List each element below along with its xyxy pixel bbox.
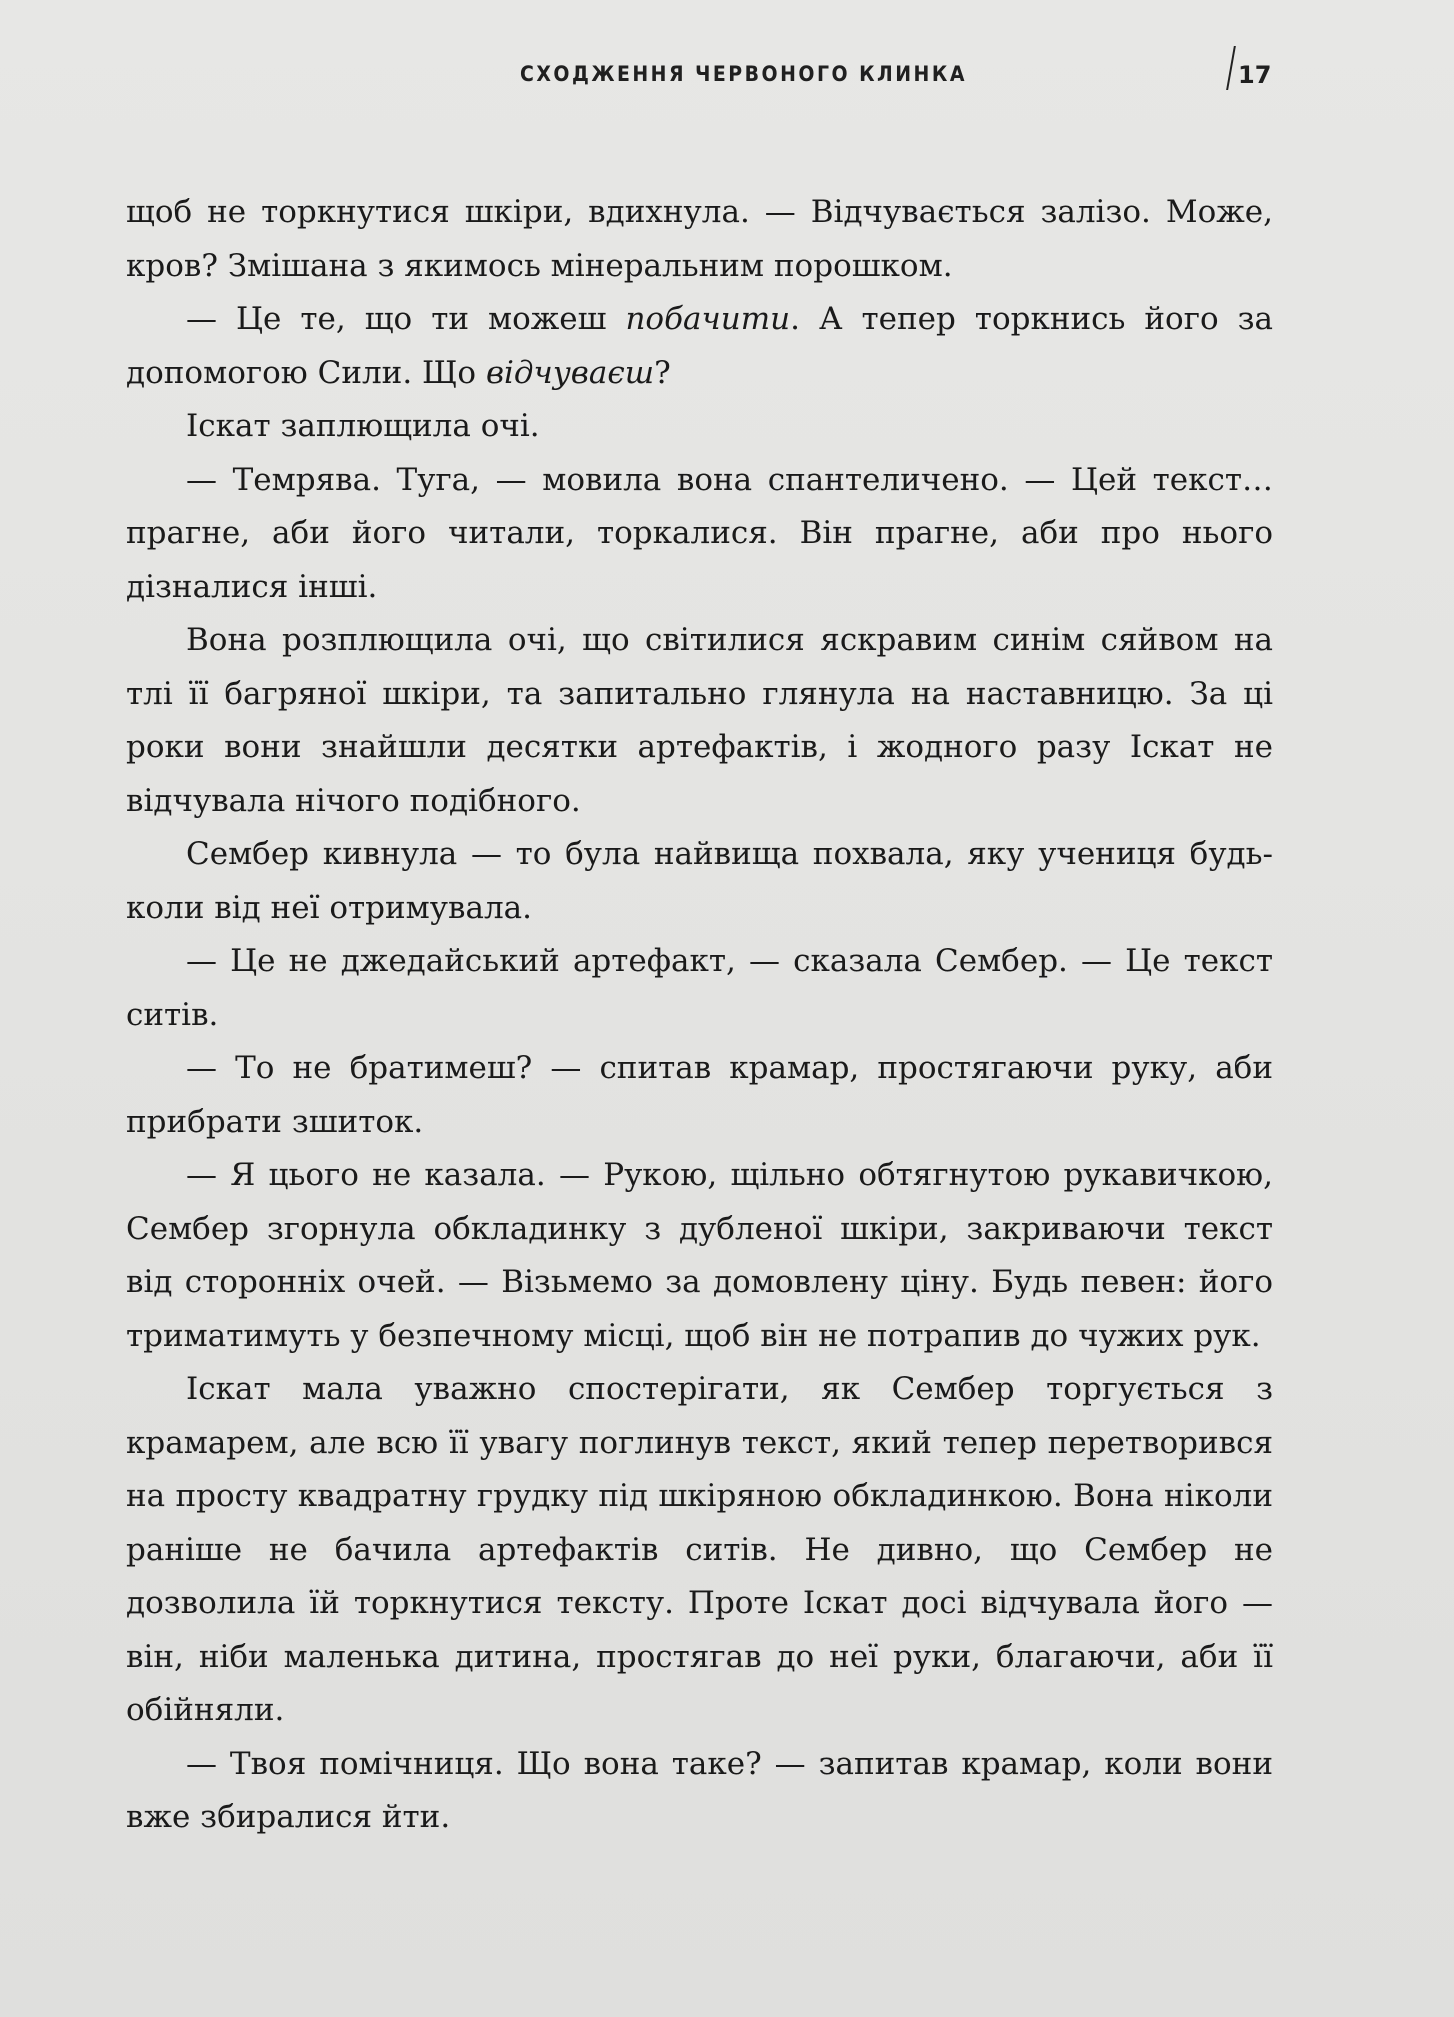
paragraph: — Твоя помічниця. Що вона таке? — запитав крамар, коли вони вже збиралися йти.	[126, 1745, 1273, 1835]
paragraph: — Це те, що ти можеш побачити. А тепер торкнись його за допомогою Сили. Що відчуваєш?	[126, 301, 1273, 391]
paragraph: — Темрява. Туга, — мовила вона спантеличено. — Цей текст… прагне, аби його читали, торкалися. Він прагне, аби про нього дізналися інші.	[126, 461, 1273, 605]
page-number-block	[1230, 46, 1271, 90]
paragraph: Іскат заплющила очі.	[186, 408, 540, 444]
body-text	[126, 186, 1273, 1845]
paragraph: Сембер кивнула — то була найвища похвала, яку учениця будь-коли від неї отримувала.	[126, 836, 1273, 926]
running-title: СХОДЖЕННЯ ЧЕРВОНОГО КЛИНКА	[520, 62, 967, 86]
folio-slash-icon	[1226, 46, 1236, 90]
paragraph: Іскат мала уважно спостерігати, як Сембер торгується з крамарем, але всю її увагу поглинув текст, який тепер перетворився на просту квадратну грудку під шкіряною обкладинкою. Вона ніколи раніше не бачила артефактів ситів. Не дивно, що Сембер не дозволила їй торкнутися тексту. Проте Іскат досі відчувала його — він, ніби маленька дитина, простягав до неї руки, благаючи, аби її обійняли.	[126, 1371, 1273, 1728]
paragraph: щоб не торкнутися шкіри, вдихнула. — Відчувається залізо. Може, кров? Змішана з якимось мінеральним порошком.	[126, 194, 1273, 284]
page-number: 17	[1238, 61, 1272, 89]
paragraph: Вона розплющила очі, що світилися яскравим синім сяйвом на тлі її багряної шкіри, та запитально глянула на наставницю. За ці роки вони знайшли десятки артефактів, і жодного разу Іскат не відчувала нічого подібного.	[126, 622, 1273, 819]
paragraph: — Це не джедайський артефакт, — сказала Сембер. — Це текст ситів.	[126, 943, 1273, 1033]
paragraph: — То не братимеш? — спитав крамар, простягаючи руку, аби прибрати зшиток.	[126, 1050, 1273, 1140]
paragraph: — Я цього не казала. — Рукою, щільно обтягнутою рукавичкою, Сембер згорнула обкладинку з дубленої шкіри, закриваючи текст від сторонніх очей. — Візьмемо за домовлену ціну. Будь певен: його триматимуть у безпечному місці, щоб він не потрапив до чужих рук.	[126, 1157, 1273, 1354]
